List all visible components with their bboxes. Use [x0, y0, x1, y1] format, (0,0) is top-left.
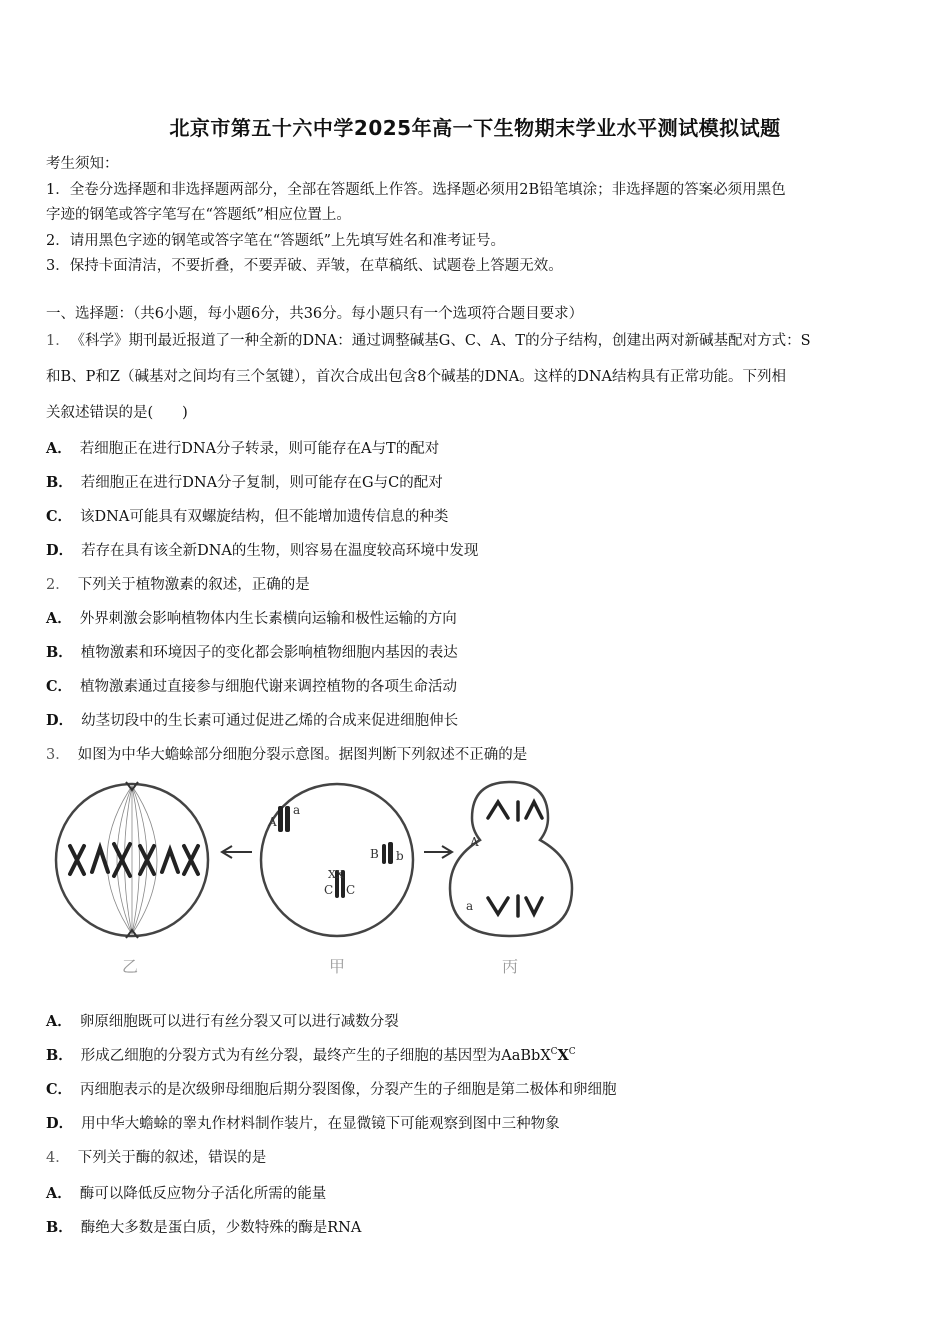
option-key: A．	[46, 610, 72, 627]
question-stem	[46, 743, 527, 764]
option-text: 外界刺激会影响植物体内生长素横向运输和极性运输的方向	[79, 611, 457, 627]
option-text: 若细胞正在进行DNA分子转录，则可能存在A与T的配对	[79, 441, 440, 457]
gene-label: A	[470, 835, 479, 849]
figure-label: 丙	[501, 957, 519, 976]
option-text-suffix: X	[557, 1047, 569, 1064]
notice-item: 2．请用黑色字迹的钢笔或答字笔在“答题纸”上先填写姓名和准考证号。	[46, 233, 506, 249]
question-text: 和B、P和Z（碱基对之间均有三个氢键），首次合成出包含8个碱基的DNA。这样的DNA结构具有正常功能。下列相	[46, 369, 787, 385]
option-text: 若细胞正在进行DNA分子复制，则可能存在G与C的配对	[80, 475, 443, 491]
option-key: A．	[46, 1013, 72, 1030]
cell-yi	[56, 782, 208, 976]
question-stem	[46, 573, 310, 594]
option-item[interactable]	[46, 1044, 576, 1065]
option-text: 植物激素通过直接参与细胞代谢来调控植物的各项生命活动	[80, 679, 458, 695]
notice-item: 3．保持卡面清洁，不要折叠，不要弄破、弄皱，在草稿纸、试题卷上答题无效。	[46, 258, 563, 274]
question-stem	[46, 329, 811, 350]
question-text: 《科学》期刊最近报道了一种全新的DNA：通过调整碱基G、C、A、T的分子结构，创建出两对新碱基配对方式：S	[77, 333, 811, 349]
option-item[interactable]	[46, 709, 458, 730]
option-item[interactable]	[46, 471, 443, 492]
option-text: 丙细胞表示的是次级卵母细胞后期分裂图像，分裂产生的子细胞是第二极体和卵细胞	[80, 1082, 617, 1098]
arrow-left	[222, 846, 252, 858]
gene-label: A	[268, 815, 277, 829]
option-key: B．	[46, 1047, 73, 1064]
option-key: B．	[46, 1219, 73, 1236]
option-text: 若存在具有该全新DNA的生物，则容易在温度较高环境中发现	[81, 543, 479, 559]
gene-label: a	[466, 899, 474, 913]
superscript: C	[568, 1047, 576, 1058]
figure-label: 甲	[328, 957, 346, 976]
option-item[interactable]	[46, 607, 457, 628]
option-text: 幼茎切段中的生长素可通过促进乙烯的合成来促进细胞伸长	[81, 713, 459, 729]
question-text: 如图为中华大蟾蜍部分细胞分裂示意图。据图判断下列叙述不正确的是	[77, 747, 528, 763]
question-number: 4．	[46, 1150, 70, 1166]
arrow-right	[424, 846, 452, 858]
option-key: D．	[46, 1115, 74, 1132]
option-text: 植物激素和环境因子的变化都会影响植物细胞内基因的表达	[80, 645, 458, 661]
question-text: 下列关于酶的叙述，错误的是	[77, 1150, 267, 1166]
gene-label: C	[346, 883, 356, 897]
cell-division-figure	[52, 778, 582, 978]
option-item[interactable]	[46, 437, 439, 458]
option-key: D．	[46, 712, 74, 729]
gene-label: a	[293, 803, 301, 817]
option-text: 用中华大蟾蜍的睾丸作材料制作装片，在显微镜下可能观察到图中三种物象	[81, 1116, 560, 1132]
question-number: 2．	[46, 577, 70, 593]
option-key: A．	[46, 440, 72, 457]
option-item[interactable]	[46, 1010, 399, 1031]
gene-label: C	[324, 883, 334, 897]
option-item[interactable]	[46, 1078, 617, 1099]
option-key: C．	[46, 508, 73, 525]
question-stem	[46, 1146, 266, 1167]
notice-item: 1．全卷分选择题和非选择题两部分，全部在答题纸上作答。选择题必须用2B铅笔填涂；非选择题的答案必须用黑色	[46, 182, 786, 198]
notice-item: 字迹的钢笔或答字笔写在“答题纸”相应位置上。	[46, 207, 351, 223]
gene-label: XX	[328, 868, 344, 881]
notice-heading: 考生须知：	[46, 156, 119, 172]
option-text: 该DNA可能具有双螺旋结构，但不能增加遗传信息的种类	[80, 509, 449, 525]
cell-bing	[450, 782, 572, 976]
option-item[interactable]	[46, 1182, 326, 1203]
question-number: 3．	[46, 747, 70, 763]
figure-label: 乙	[121, 957, 139, 976]
option-item[interactable]	[46, 641, 458, 662]
option-key: B．	[46, 644, 73, 661]
gene-label: b	[396, 849, 404, 863]
option-item[interactable]	[46, 539, 478, 560]
option-key: C．	[46, 678, 73, 695]
option-key: A．	[46, 1185, 72, 1202]
option-item[interactable]	[46, 1112, 560, 1133]
option-item[interactable]	[46, 1216, 361, 1237]
superscript: C	[550, 1047, 558, 1058]
question-number: 1．	[46, 333, 70, 349]
cell-jia	[261, 784, 413, 976]
option-key: D．	[46, 542, 74, 559]
option-key: C．	[46, 1081, 73, 1098]
option-item[interactable]	[46, 505, 448, 526]
section-heading: 一、选择题：（共6小题，每小题6分，共36分。每小题只有一个选项符合题目要求）	[46, 306, 584, 322]
option-text: 酶可以降低反应物分子活化所需的能量	[79, 1186, 327, 1202]
question-text: 下列关于植物激素的叙述，正确的是	[77, 577, 310, 593]
option-text: 形成乙细胞的分裂方式为有丝分裂，最终产生的子细胞的基因型为AaBbX	[80, 1048, 551, 1064]
option-item[interactable]	[46, 675, 457, 696]
option-text: 酶绝大多数是蛋白质，少数特殊的酶是RNA	[80, 1220, 362, 1236]
gene-label: B	[370, 847, 379, 861]
option-text: 卵原细胞既可以进行有丝分裂又可以进行减数分裂	[79, 1014, 399, 1030]
page-title: 北京市第五十六中学2025年高一下生物期末学业水平测试模拟试题	[169, 116, 781, 140]
question-text: 关叙述错误的是( )	[46, 405, 188, 421]
option-key: B．	[46, 474, 73, 491]
